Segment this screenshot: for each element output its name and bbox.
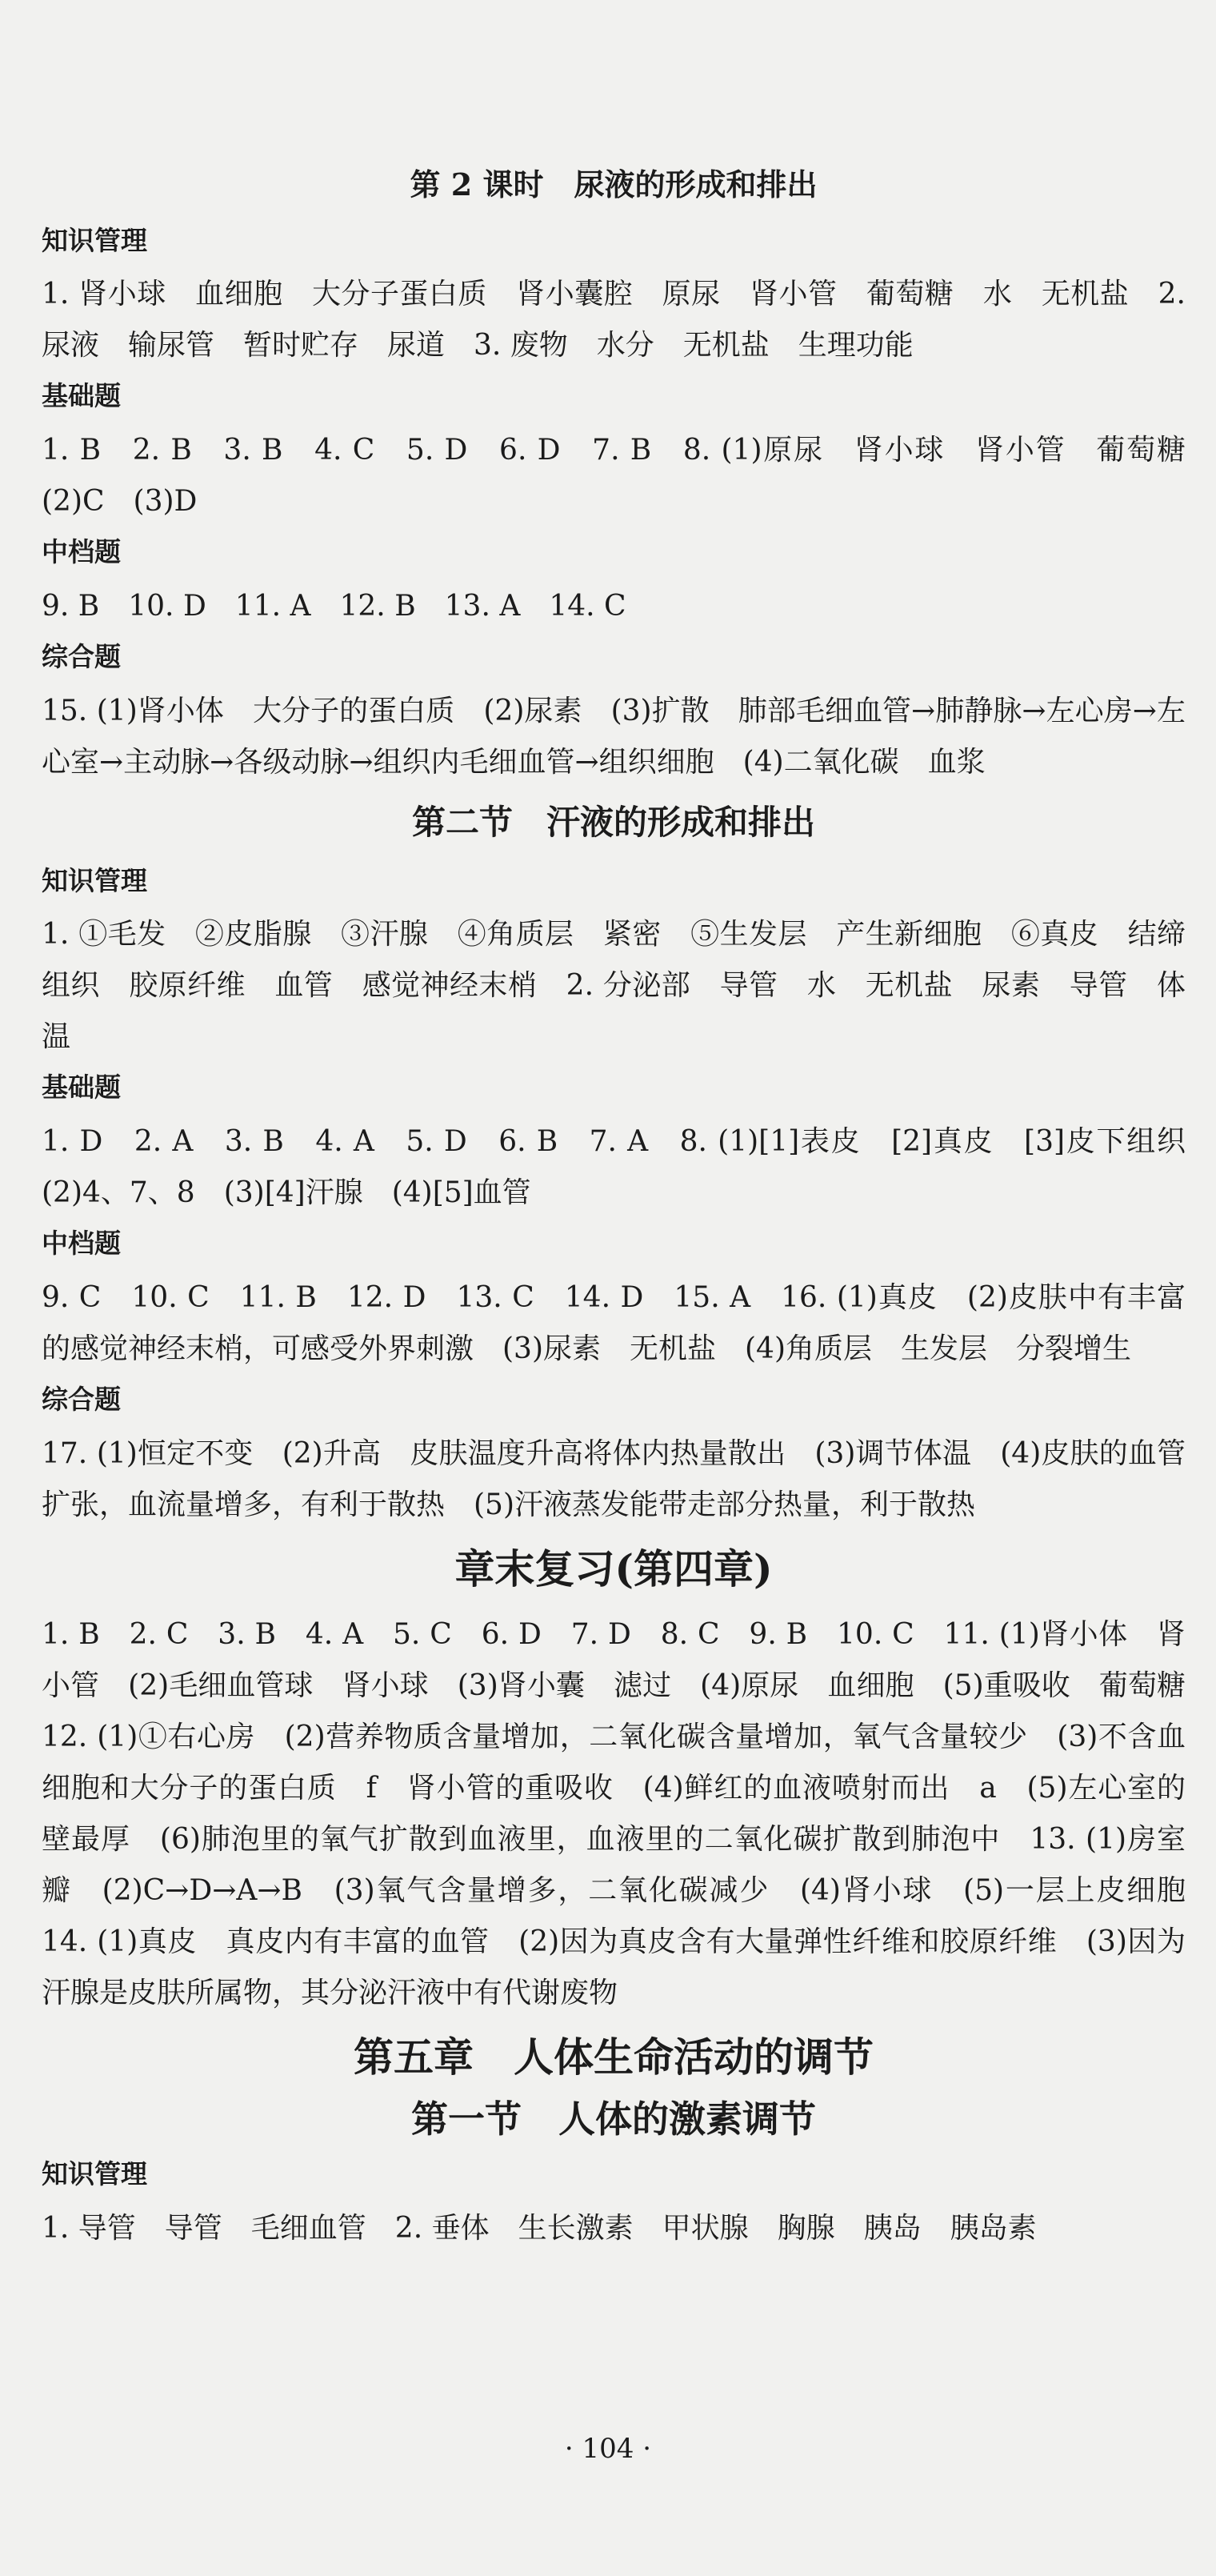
- page-content: [42, 160, 1215, 2258]
- comprehensive-answers: 15. (1)肾小体 大分子的蛋白质 (2)尿素 (3)扩散 肺部毛细血管→肺静脉→左心房→左心室→主动脉→各级动脉→组织内毛细血管→组织细胞 (4)二氧化碳 血浆: [42, 695, 1186, 779]
- basic-label: 基础题: [42, 380, 121, 412]
- knowledge-answers: 1. 导管 导管 毛细血管 2. 垂体 生长激素 甲状腺 胸腺 胰岛 胰岛素: [42, 2212, 1037, 2245]
- knowledge-label: 知识管理: [42, 864, 147, 896]
- page-number: · 104 ·: [564, 2433, 652, 2465]
- section-title: 第一节 人体的激素调节: [411, 2097, 816, 2141]
- chapter-review-title: 章末复习(第四章): [454, 1545, 773, 1593]
- chapter-review-answers: 1. B 2. C 3. B 4. A 5. C 6. D 7. D 8. C 9. B 10. C 11. (1)肾小体 肾小管 (2)毛细血管球 肾小球 (3)肾小囊 滤过 (4)原尿 血细胞 (5)重吸收 葡萄糖 12. (1)①右心房 (2)营养物质含量增加，二氧化碳含量增加，氧气含量较少 (3)不含血细胞和大分子的蛋白质 f 肾小管的重吸收 (4)鲜红的血液喷射而出 a (5)左心室的壁最厚 (6)肺泡里的氧气扩散到血液里，血液里的二氧化碳扩散到肺泡中 13. (1)房室瓣 (2)C→D→A→B (3)氧气含量增多，二氧化碳减少 (4)肾小球 (5)一层上皮细胞 14. (1)真皮 真皮内有丰富的血管 (2)因为真皮含有大量弹性纤维和胶原纤维 (3)因为汗腺是皮肤所属物，其分泌汗液中有代谢废物: [42, 1618, 1215, 2010]
- basic-label: 基础题: [42, 1072, 121, 1104]
- lesson-title: 第 2 课时 尿液的形成和排出: [410, 166, 818, 202]
- knowledge-answers: 1. ①毛发 ②皮脂腺 ③汗腺 ④角质层 紧密 ⑤生发层 产生新细胞 ⑥真皮 结缔组织 胶原纤维 血管 感觉神经末梢 2. 分泌部 导管 水 无机盐 尿素 导管 体温: [42, 918, 1186, 1054]
- medium-label: 中档题: [42, 536, 121, 568]
- chapter-title: 第五章 人体生命活动的调节: [354, 2033, 874, 2081]
- comprehensive-label: 综合题: [42, 641, 121, 673]
- medium-answers: 9. B 10. D 11. A 12. B 13. A 14. C: [42, 590, 626, 623]
- medium-label: 中档题: [42, 1228, 121, 1260]
- basic-answers: 1. B 2. B 3. B 4. C 5. D 6. D 7. B 8. (1)原尿 肾小球 肾小管 葡萄糖 (2)C (3)D: [42, 434, 1215, 519]
- knowledge-label: 知识管理: [42, 224, 147, 256]
- knowledge-answers: 1. 肾小球 血细胞 大分子蛋白质 肾小囊腔 原尿 肾小管 葡萄糖 水 无机盐 2. 尿液 输尿管 暂时贮存 尿道 3. 废物 水分 无机盐 生理功能: [42, 278, 1195, 363]
- knowledge-label: 知识管理: [42, 2158, 147, 2190]
- basic-answers: 1. D 2. A 3. B 4. A 5. D 6. B 7. A 8. (1)[1]表皮 [2]真皮 [3]皮下组织 (2)4、7、8 (3)[4]汗腺 (4)[5]血管: [42, 1125, 1215, 1210]
- comprehensive-answers: 17. (1)恒定不变 (2)升高 皮肤温度升高将体内热量散出 (3)调节体温 (4)皮肤的血管扩张，血流量增多，有利于散热 (5)汗液蒸发能带走部分热量，利于散热: [42, 1437, 1186, 1522]
- medium-answers: 9. C 10. C 11. B 12. D 13. C 14. D 15. A 16. (1)真皮 (2)皮肤中有丰富的感觉神经末梢，可感受外界刺激 (3)尿素 无机盐 (4)角质层 生发层 分裂增生: [42, 1281, 1186, 1366]
- section-title: 第二节 汗液的形成和排出: [411, 803, 815, 843]
- comprehensive-label: 综合题: [42, 1384, 121, 1416]
